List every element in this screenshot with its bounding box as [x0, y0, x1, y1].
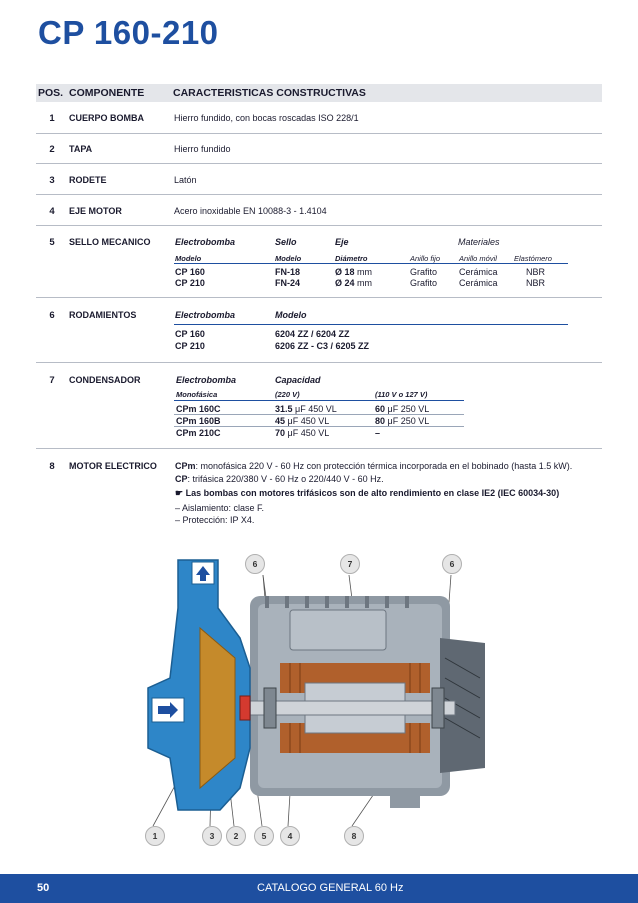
catalog-name: CATALOGO GENERAL 60 Hz — [257, 882, 404, 894]
table-header — [36, 84, 602, 102]
capacitor-r3-c110: – — [375, 428, 381, 438]
seal-sub-moving-ring: Anillo móvil — [459, 254, 497, 263]
capacitor-r2-c110-unit: μF 250 VL — [387, 416, 430, 426]
row-component: CUERPO BOMBA — [69, 113, 145, 123]
header-features: CARACTERISTICAS CONSTRUCTIVAS — [173, 87, 366, 99]
bearings-r2-pump: CP 210 — [175, 341, 205, 351]
seal-header-electropump: Electrobomba — [175, 237, 236, 247]
seal-sub-model2: Modelo — [275, 254, 302, 263]
row-divider — [36, 362, 602, 363]
capacitor-r2-c110 — [375, 416, 429, 426]
seal-r2-moving: Cerámica — [459, 278, 498, 288]
capacitor-r2-c220-value: 45 — [275, 416, 286, 426]
bearings-subheader-line — [174, 324, 568, 325]
seal-r1-moving: Cerámica — [459, 267, 498, 277]
footer-bar — [0, 874, 638, 903]
seal-sub-model: Modelo — [175, 254, 202, 263]
seal-r2-fixed: Grafito — [410, 278, 438, 288]
capacitor-r2-c110-value: 80 — [375, 416, 386, 426]
callout-5: 5 — [254, 826, 274, 846]
capacitor-r3-c220-value: 70 — [275, 428, 286, 438]
seal-r2-elastomer: NBR — [526, 278, 546, 288]
seal-r2-dia-value: Ø 24 — [335, 278, 355, 288]
seal-subheader-line — [174, 263, 568, 264]
motor-cp-text: : trifásica 220/380 V - 60 Hz o 220/440 V - 60 Hz. — [187, 474, 384, 484]
capacitor-sub-220: (220 V) — [275, 390, 300, 399]
row-component: CONDENSADOR — [69, 375, 141, 385]
capacitor-r1-c220-unit: μF 450 VL — [295, 404, 337, 414]
header-pos: POS. — [38, 87, 64, 99]
capacitor-r1-c220-value: 31.5 — [275, 404, 293, 414]
seal-r1-elastomer: NBR — [526, 267, 546, 277]
capacitor-r3-c220 — [275, 428, 329, 438]
row-component: RODAMIENTOS — [69, 310, 137, 320]
capacitor-sub-110: (110 V o 127 V) — [375, 390, 428, 399]
row-pos: 3 — [49, 175, 55, 186]
motor-protection: – Protección: IP X4. — [175, 515, 255, 525]
callout-7: 7 — [340, 554, 360, 574]
seal-r1-dia-unit: mm — [357, 267, 373, 277]
bearing-rear — [432, 688, 444, 728]
motor-cpm-label: CPm — [175, 461, 196, 471]
seal-sub-fixed-ring: Anillo fijo — [410, 254, 441, 263]
motor-ie2-note: ☛ Las bombas con motores trifásicos son de alto rendimiento en clase IE2 (IEC 60034-30) — [175, 488, 560, 498]
motor-cp-line — [175, 474, 384, 484]
motor-insulation: – Aislamiento: clase F. — [175, 503, 265, 513]
capacitor-row-line — [174, 414, 464, 415]
seal-sub-elastomer: Elastómero — [514, 254, 552, 263]
row-component: SELLO MECANICO — [69, 237, 151, 247]
row-pos: 5 — [49, 237, 55, 248]
seal-sub-diameter: Diámetro — [335, 254, 368, 263]
capacitor-r3-c220-unit: μF 450 VL — [287, 428, 330, 438]
row-divider — [36, 133, 602, 134]
callout-6-top-left: 6 — [245, 554, 265, 574]
bearing-front — [264, 688, 276, 728]
capacitor-r1-c220 — [275, 404, 337, 414]
seal-r1-diameter — [335, 267, 372, 277]
callout-4: 4 — [280, 826, 300, 846]
callout-8: 8 — [344, 826, 364, 846]
row-component: TAPA — [69, 144, 93, 154]
page-title: CP 160-210 — [38, 14, 219, 51]
capacitor-header-capacity: Capacidad — [275, 375, 321, 385]
capacitor-sub-mono: Monofásica — [176, 390, 218, 399]
seal-r1-pump: CP 160 — [175, 267, 205, 277]
capacitor-r1-c110-value: 60 — [375, 404, 386, 414]
row-pos: 4 — [49, 206, 55, 217]
mechanical-seal — [240, 696, 250, 720]
capacitor-r2-c220 — [275, 416, 329, 426]
row-divider — [36, 225, 602, 226]
bearings-r2-model: 6206 ZZ - C3 / 6205 ZZ — [275, 341, 370, 351]
row-desc: Hierro fundido — [174, 144, 231, 154]
bearings-header-model: Modelo — [275, 310, 307, 320]
motor-foot — [390, 788, 420, 808]
row-desc: Acero inoxidable EN 10088-3 - 1.4104 — [174, 206, 327, 216]
row-component: RODETE — [69, 175, 107, 185]
terminal-box — [290, 610, 386, 650]
seal-r1-dia-value: Ø 18 — [335, 267, 355, 277]
callout-3: 3 — [202, 826, 222, 846]
seal-header-shaft: Eje — [335, 237, 349, 247]
seal-r2-seal: FN-24 — [275, 278, 301, 288]
seal-r2-dia-unit: mm — [357, 278, 373, 288]
bearings-r1-model: 6204 ZZ / 6204 ZZ — [275, 329, 350, 339]
seal-r1-fixed: Grafito — [410, 267, 438, 277]
row-component: MOTOR ELECTRICO — [69, 461, 157, 471]
header-component: COMPONENTE — [69, 87, 145, 99]
bearings-r1-pump: CP 160 — [175, 329, 205, 339]
capacitor-r1-c110-unit: μF 250 VL — [387, 404, 430, 414]
motor-cp-label: CP — [175, 474, 188, 484]
row-pos: 7 — [49, 375, 55, 386]
row-pos: 1 — [49, 113, 55, 124]
pump-cutaway-diagram — [140, 548, 500, 838]
seal-r1-seal: FN-18 — [275, 267, 301, 277]
row-desc: Latón — [174, 175, 197, 185]
capacitor-row-line — [174, 426, 464, 427]
page-number: 50 — [37, 882, 50, 894]
seal-r2-diameter — [335, 278, 372, 288]
row-component: EJE MOTOR — [69, 206, 122, 216]
row-pos: 2 — [49, 144, 55, 155]
row-pos: 6 — [49, 310, 55, 321]
capacitor-r1-pump: CPm 160C — [176, 404, 221, 414]
row-divider — [36, 448, 602, 449]
capacitor-r1-c110 — [375, 404, 429, 414]
motor-cpm-line — [175, 461, 572, 471]
row-divider — [36, 297, 602, 298]
capacitor-header-electropump: Electrobomba — [176, 375, 237, 385]
seal-header-materials: Materiales — [458, 237, 500, 247]
capacitor-subheader-line — [174, 400, 464, 401]
callout-6-top-right: 6 — [442, 554, 462, 574]
row-desc: Hierro fundido, con bocas roscadas ISO 228/1 — [174, 113, 359, 123]
row-pos: 8 — [49, 461, 55, 472]
motor-cpm-text: : monofásica 220 V - 60 Hz con protección térmica incorporada en el bobinado (hasta 1.5 kW). — [195, 461, 573, 471]
seal-header-seal: Sello — [275, 237, 297, 247]
callout-1: 1 — [145, 826, 165, 846]
capacitor-r2-c220-unit: μF 450 VL — [287, 416, 330, 426]
capacitor-r3-pump: CPm 210C — [176, 428, 221, 438]
row-divider — [36, 194, 602, 195]
capacitor-r2-pump: CPm 160B — [176, 416, 221, 426]
row-divider — [36, 163, 602, 164]
callout-2: 2 — [226, 826, 246, 846]
seal-r2-pump: CP 210 — [175, 278, 205, 288]
bearings-header-electropump: Electrobomba — [175, 310, 236, 320]
